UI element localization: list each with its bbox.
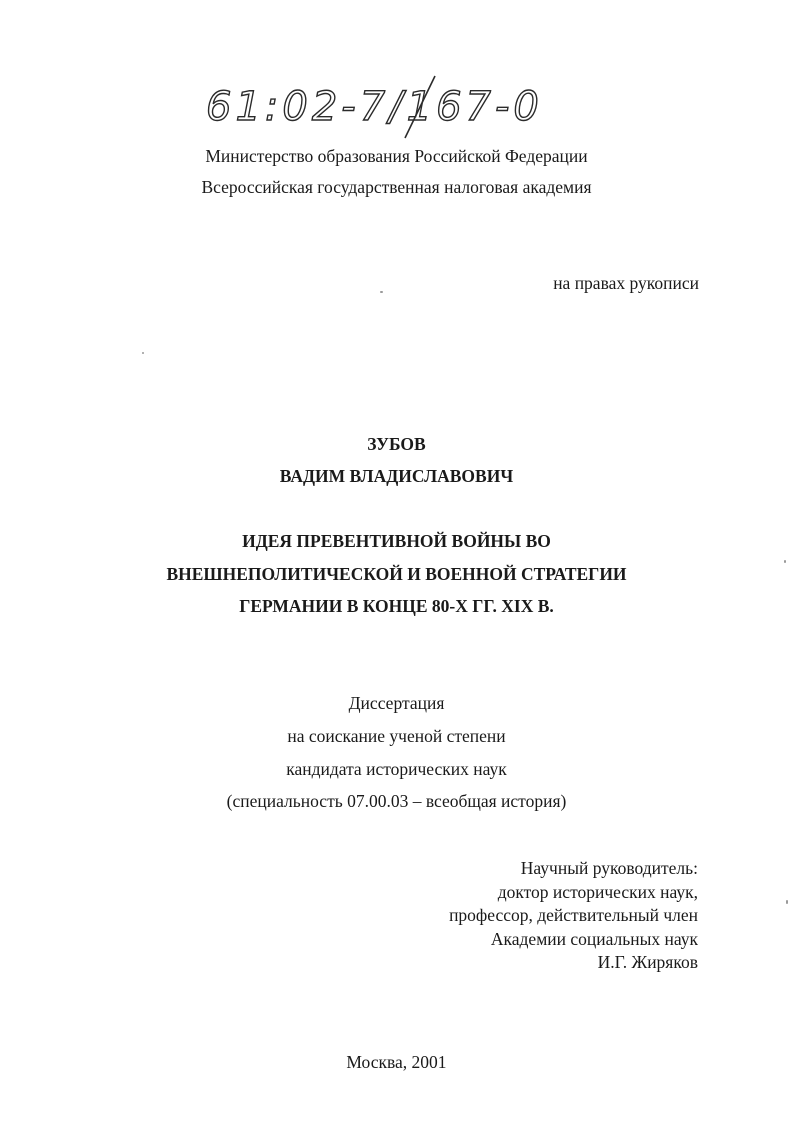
ministry-line: Министерство образования Российской Федерации	[205, 146, 588, 166]
advisor-degree: доктор исторических наук,	[497, 881, 698, 902]
handwritten-archive-code	[200, 68, 570, 140]
title-line-2: ВНЕШНЕПОЛИТИЧЕСКОЙ И ВОЕННОЙ СТРАТЕГИИ	[166, 564, 627, 584]
author-name: ВАДИМ ВЛАДИСЛАВОВИЧ	[279, 466, 514, 486]
manuscript-note: на правах рукописи	[553, 273, 699, 293]
scan-speck	[142, 352, 144, 354]
academy-line: Всероссийская государственная налоговая академия	[201, 177, 592, 197]
city-year: Москва, 2001	[346, 1052, 447, 1072]
handwritten-code-text: 61:02-7/167-0	[206, 84, 543, 130]
degree-purpose: на соискание ученой степени	[287, 726, 506, 746]
title-line-1: ИДЕЯ ПРЕВЕНТИВНОЙ ВОЙНЫ ВО	[242, 531, 551, 551]
author-surname: ЗУБОВ	[367, 434, 426, 454]
degree-specialty: (специальность 07.00.03 – всеобщая история)	[226, 791, 567, 811]
advisor-name: И.Г. Жиряков	[597, 952, 698, 972]
scan-speck	[380, 291, 383, 293]
degree-name: кандидата исторических наук	[286, 759, 507, 779]
scan-speck	[784, 560, 786, 563]
scan-speck	[786, 900, 788, 904]
advisor-academy: Академии социальных наук	[490, 928, 698, 949]
advisor-block	[449, 857, 698, 975]
degree-type: Диссертация	[348, 693, 445, 713]
title-line-3: ГЕРМАНИИ В КОНЦЕ 80-Х ГГ. XIX В.	[239, 596, 554, 616]
advisor-role: Научный руководитель:	[520, 858, 698, 878]
advisor-position: профессор, действительный член	[449, 905, 698, 925]
